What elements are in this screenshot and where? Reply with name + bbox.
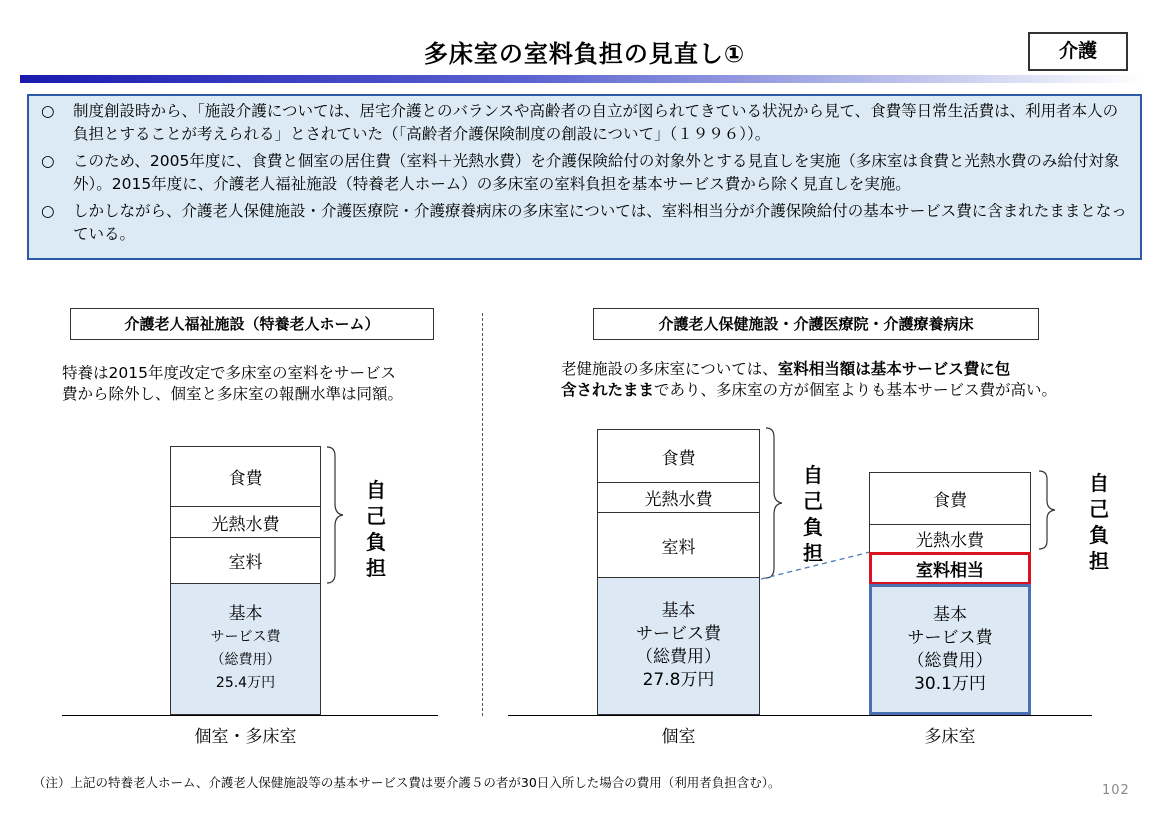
left-description-line: 費から除外し、個室と多床室の報酬水準は同額。 <box>62 385 404 403</box>
multi-self-pay-brace-icon <box>1037 470 1059 550</box>
right-description-emphasis: 含されたまま <box>561 381 655 399</box>
summary-box <box>27 94 1142 260</box>
private-x-label: 個室 <box>661 727 696 747</box>
base-label: 基本 <box>933 604 967 625</box>
private-self-pay-label: 自己負担 <box>803 463 823 565</box>
bullet-circle-icon: ○ <box>41 152 55 170</box>
right-description-part: であり、多床室の方が個室よりも基本サービス費が高い。 <box>654 381 1058 399</box>
multi-room-equivalent-segment: 室料相当 <box>869 552 1031 585</box>
base-label: 基本 <box>661 601 696 621</box>
summary-text: このため、2005年度に、食費と個室の居住費（室料＋光熱水費）を介護保険給付の対象外とする見直しを実施（多床室は食費と光熱水費のみ給付対象外）。2015年度に、介護老人福祉施設（特養老人ホーム）の多床室の室料負担を基本サービス費から除く見直しを実施。 <box>73 152 1120 193</box>
right-description-emphasis: 室料相当額は基本サービス費に包 <box>777 360 1011 378</box>
summary-text: しかしながら、介護老人保健施設・介護医療院・介護療養病床の多床室については、室料相当分が介護保険給付の基本サービス費に含まれたままとなっている。 <box>73 202 1127 243</box>
page-number: 102 <box>1102 783 1130 798</box>
private-food-segment: 食費 <box>597 429 760 483</box>
base-amount: 30.1万円 <box>914 673 986 694</box>
multi-x-label: 多床室 <box>924 727 976 747</box>
left-description-line: 特養は2015年度改定で多床室の室料をサービス <box>62 364 396 382</box>
right-axis-line <box>508 715 1092 716</box>
base-label: （総費用） <box>636 647 721 667</box>
base-label: サービス費 <box>907 627 993 648</box>
category-badge: 介護 <box>1028 32 1128 71</box>
base-label: （総費用） <box>907 650 993 671</box>
base-label: サービス費 <box>636 624 721 644</box>
footnote: （注）上記の特養老人ホーム、介護老人保健施設等の基本サービス費は要介護５の者が30日入所した場合の費用（利用者負担含む）。 <box>33 775 781 790</box>
page-title: 多床室の室料負担の見直し① <box>423 40 746 68</box>
title-underline-bar <box>20 75 1142 83</box>
multi-food-segment: 食費 <box>869 472 1031 525</box>
left-room-segment: 室料 <box>170 537 321 584</box>
right-description-part: 老健施設の多床室については、 <box>561 360 778 378</box>
room-connector-line <box>760 550 872 582</box>
base-label: 基本 <box>228 604 263 624</box>
base-amount: 25.4万円 <box>215 675 276 691</box>
base-label: （総費用） <box>210 652 281 668</box>
bullet-circle-icon: ○ <box>41 202 55 220</box>
private-room-segment: 室料 <box>597 512 760 578</box>
left-self-pay-label: 自己負担 <box>366 478 386 580</box>
summary-item <box>41 100 1130 146</box>
left-base-service-segment <box>170 583 321 715</box>
left-utilities-segment: 光熱水費 <box>170 506 321 538</box>
right-description <box>561 359 1101 401</box>
private-utilities-segment: 光熱水費 <box>597 482 760 513</box>
base-label: サービス費 <box>210 629 281 645</box>
private-base-service-segment <box>597 577 760 715</box>
summary-item <box>41 200 1130 246</box>
multi-base-service-segment <box>869 584 1031 715</box>
summary-item <box>41 150 1130 196</box>
section-divider <box>482 313 483 716</box>
left-section-heading: 介護老人福祉施設（特養老人ホーム） <box>70 308 434 340</box>
multi-self-pay-label: 自己負担 <box>1089 471 1109 573</box>
base-amount: 27.8万円 <box>642 670 715 690</box>
right-section-heading: 介護老人保健施設・介護医療院・介護療養病床 <box>593 308 1039 340</box>
left-x-label: 個室・多床室 <box>194 727 297 747</box>
bullet-circle-icon: ○ <box>41 102 55 120</box>
multi-utilities-segment: 光熱水費 <box>869 524 1031 553</box>
left-axis-line <box>62 715 438 716</box>
left-self-pay-brace-icon <box>325 446 347 584</box>
left-food-segment: 食費 <box>170 446 321 507</box>
summary-text: 制度創設時から、「施設介護については、居宅介護とのバランスや高齢者の自立が図られてきている状況から見て、食費等日常生活費は、利用者本人の負担とすることが考えられる」とされていた（「高齢者介護保険制度の創設について」（１９９６））。 <box>73 102 1119 143</box>
left-description <box>62 363 462 405</box>
